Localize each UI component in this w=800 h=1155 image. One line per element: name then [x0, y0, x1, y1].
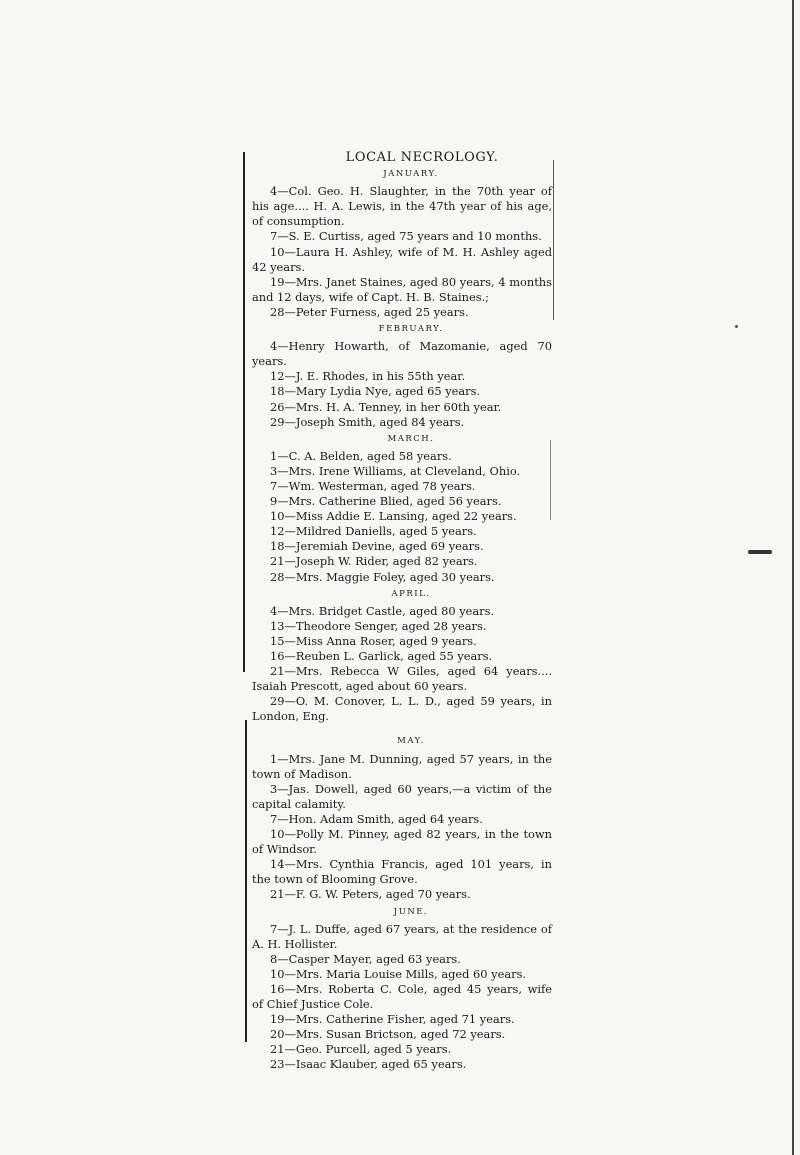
necrology-entry: 18—Mary Lydia Nye, aged 65 years.: [270, 384, 481, 399]
necrology-entry: 12—J. E. Rhodes, in his 55th year.: [270, 369, 466, 384]
necrology-entry: 28—Mrs. Maggie Foley, aged 30 years.: [270, 569, 495, 584]
necrology-entry: 13—Theodore Senger, aged 28 years.: [270, 618, 487, 633]
necrology-entry: 8—Casper Mayer, aged 63 years.: [270, 951, 461, 966]
scan-edge-line: [792, 0, 794, 1155]
necrology-entry: 3—Jas. Dowell, aged 60 years,—a victim of the capital calamity.: [252, 781, 552, 811]
necrology-entry: 19—Mrs. Janet Staines, aged 80 years, 4 months and 12 days, wife of Capt. H. B. Staines.;: [252, 274, 552, 304]
necrology-entry: 20—Mrs. Susan Brictson, aged 72 years.: [270, 1027, 506, 1042]
necrology-entry: 7—J. L. Duffe, aged 67 years, at the residence of A. H. Hollister.: [252, 921, 552, 951]
month-heading-january: JANUARY.: [383, 169, 439, 180]
necrology-entry: 18—Jeremiah Devine, aged 69 years.: [270, 539, 484, 554]
necrology-entry: 4—Mrs. Bridget Castle, aged 80 years.: [270, 603, 495, 618]
necrology-entry: 9—Mrs. Catherine Blied, aged 56 years.: [270, 494, 502, 509]
necrology-entry: 21—Joseph W. Rider, aged 82 years.: [270, 554, 478, 569]
necrology-entry: 10—Laura H. Ashley, wife of M. H. Ashley aged 42 years.: [252, 244, 552, 274]
month-heading-april: APRIL.: [391, 588, 431, 599]
necrology-entry: 4—Col. Geo. H. Slaughter, in the 70th year of his age.... H. A. Lewis, in the 47th year of his age, of consumption.: [252, 184, 552, 229]
necrology-entry: 10—Miss Addie E. Lansing, aged 22 years.: [270, 509, 517, 524]
necrology-entry: 7—Wm. Westerman, aged 78 years.: [270, 478, 476, 493]
necrology-entry: 12—Mildred Daniells, aged 5 years.: [270, 524, 477, 539]
month-heading-may: MAY.: [397, 736, 425, 747]
month-heading-march: MARCH.: [387, 433, 435, 444]
necrology-entry: 19—Mrs. Catherine Fisher, aged 71 years.: [270, 1012, 515, 1027]
necrology-column: [252, 150, 552, 1073]
necrology-entry: 29—Joseph Smith, aged 84 years.: [270, 414, 465, 429]
necrology-entry: 7—S. E. Curtiss, aged 75 years and 10 months.: [270, 229, 542, 244]
necrology-entry: 16—Reuben L. Garlick, aged 55 years.: [270, 649, 493, 663]
month-heading-june: JUNE.: [393, 906, 429, 917]
necrology-entry: 3—Mrs. Irene Williams, at Cleveland, Ohio.: [270, 463, 521, 478]
scan-mark-dash: [748, 550, 772, 554]
necrology-entry: 16—Mrs. Roberta C. Cole, aged 45 years, wife of Chief Justice Cole.: [252, 981, 552, 1012]
column-rule-left-lower: [245, 720, 247, 1042]
necrology-entry: 14—Mrs. Cynthia Francis, aged 101 years, in the town of Blooming Grove.: [252, 857, 552, 887]
column-rule-right-upper: [553, 160, 554, 320]
necrology-entry: 21—Mrs. Rebecca W Giles, aged 64 years.... Isaiah Prescott, aged about 60 years.: [252, 664, 552, 694]
necrology-entry: 23—Isaac Klauber, aged 65 years.: [270, 1057, 467, 1072]
necrology-entry: 4—Henry Howarth, of Mazomanie, aged 70 years.: [252, 339, 552, 369]
necrology-entry: 21—Geo. Purcell, aged 5 years.: [270, 1042, 452, 1057]
page-title: LOCAL NECROLOGY.: [345, 150, 499, 165]
necrology-entry: 10—Polly M. Pinney, aged 82 years, in the town of Windsor.: [252, 827, 552, 857]
necrology-entry: 10—Mrs. Maria Louise Mills, aged 60 years.: [270, 966, 527, 981]
necrology-entry: 15—Miss Anna Roser, aged 9 years.: [270, 633, 477, 648]
necrology-entry: 1—Mrs. Jane M. Dunning, aged 57 years, in the town of Madison.: [252, 751, 552, 781]
necrology-entry: 28—Peter Furness, aged 25 years.: [270, 304, 469, 319]
necrology-entry: 7—Hon. Adam Smith, aged 64 years.: [270, 811, 483, 826]
necrology-entry: 26—Mrs. H. A. Tenney, in her 60th year.: [270, 399, 502, 414]
scan-mark-dot: [735, 325, 738, 328]
necrology-entry: 1—C. A. Belden, aged 58 years.: [270, 448, 452, 463]
necrology-entry: 21—F. G. W. Peters, aged 70 years.: [270, 887, 471, 902]
column-rule-left-upper: [243, 152, 245, 672]
necrology-entry: 29—O. M. Conover, L. L. D., aged 59 years, in London, Eng.: [252, 694, 552, 724]
month-heading-february: FEBRUARY.: [378, 324, 444, 335]
